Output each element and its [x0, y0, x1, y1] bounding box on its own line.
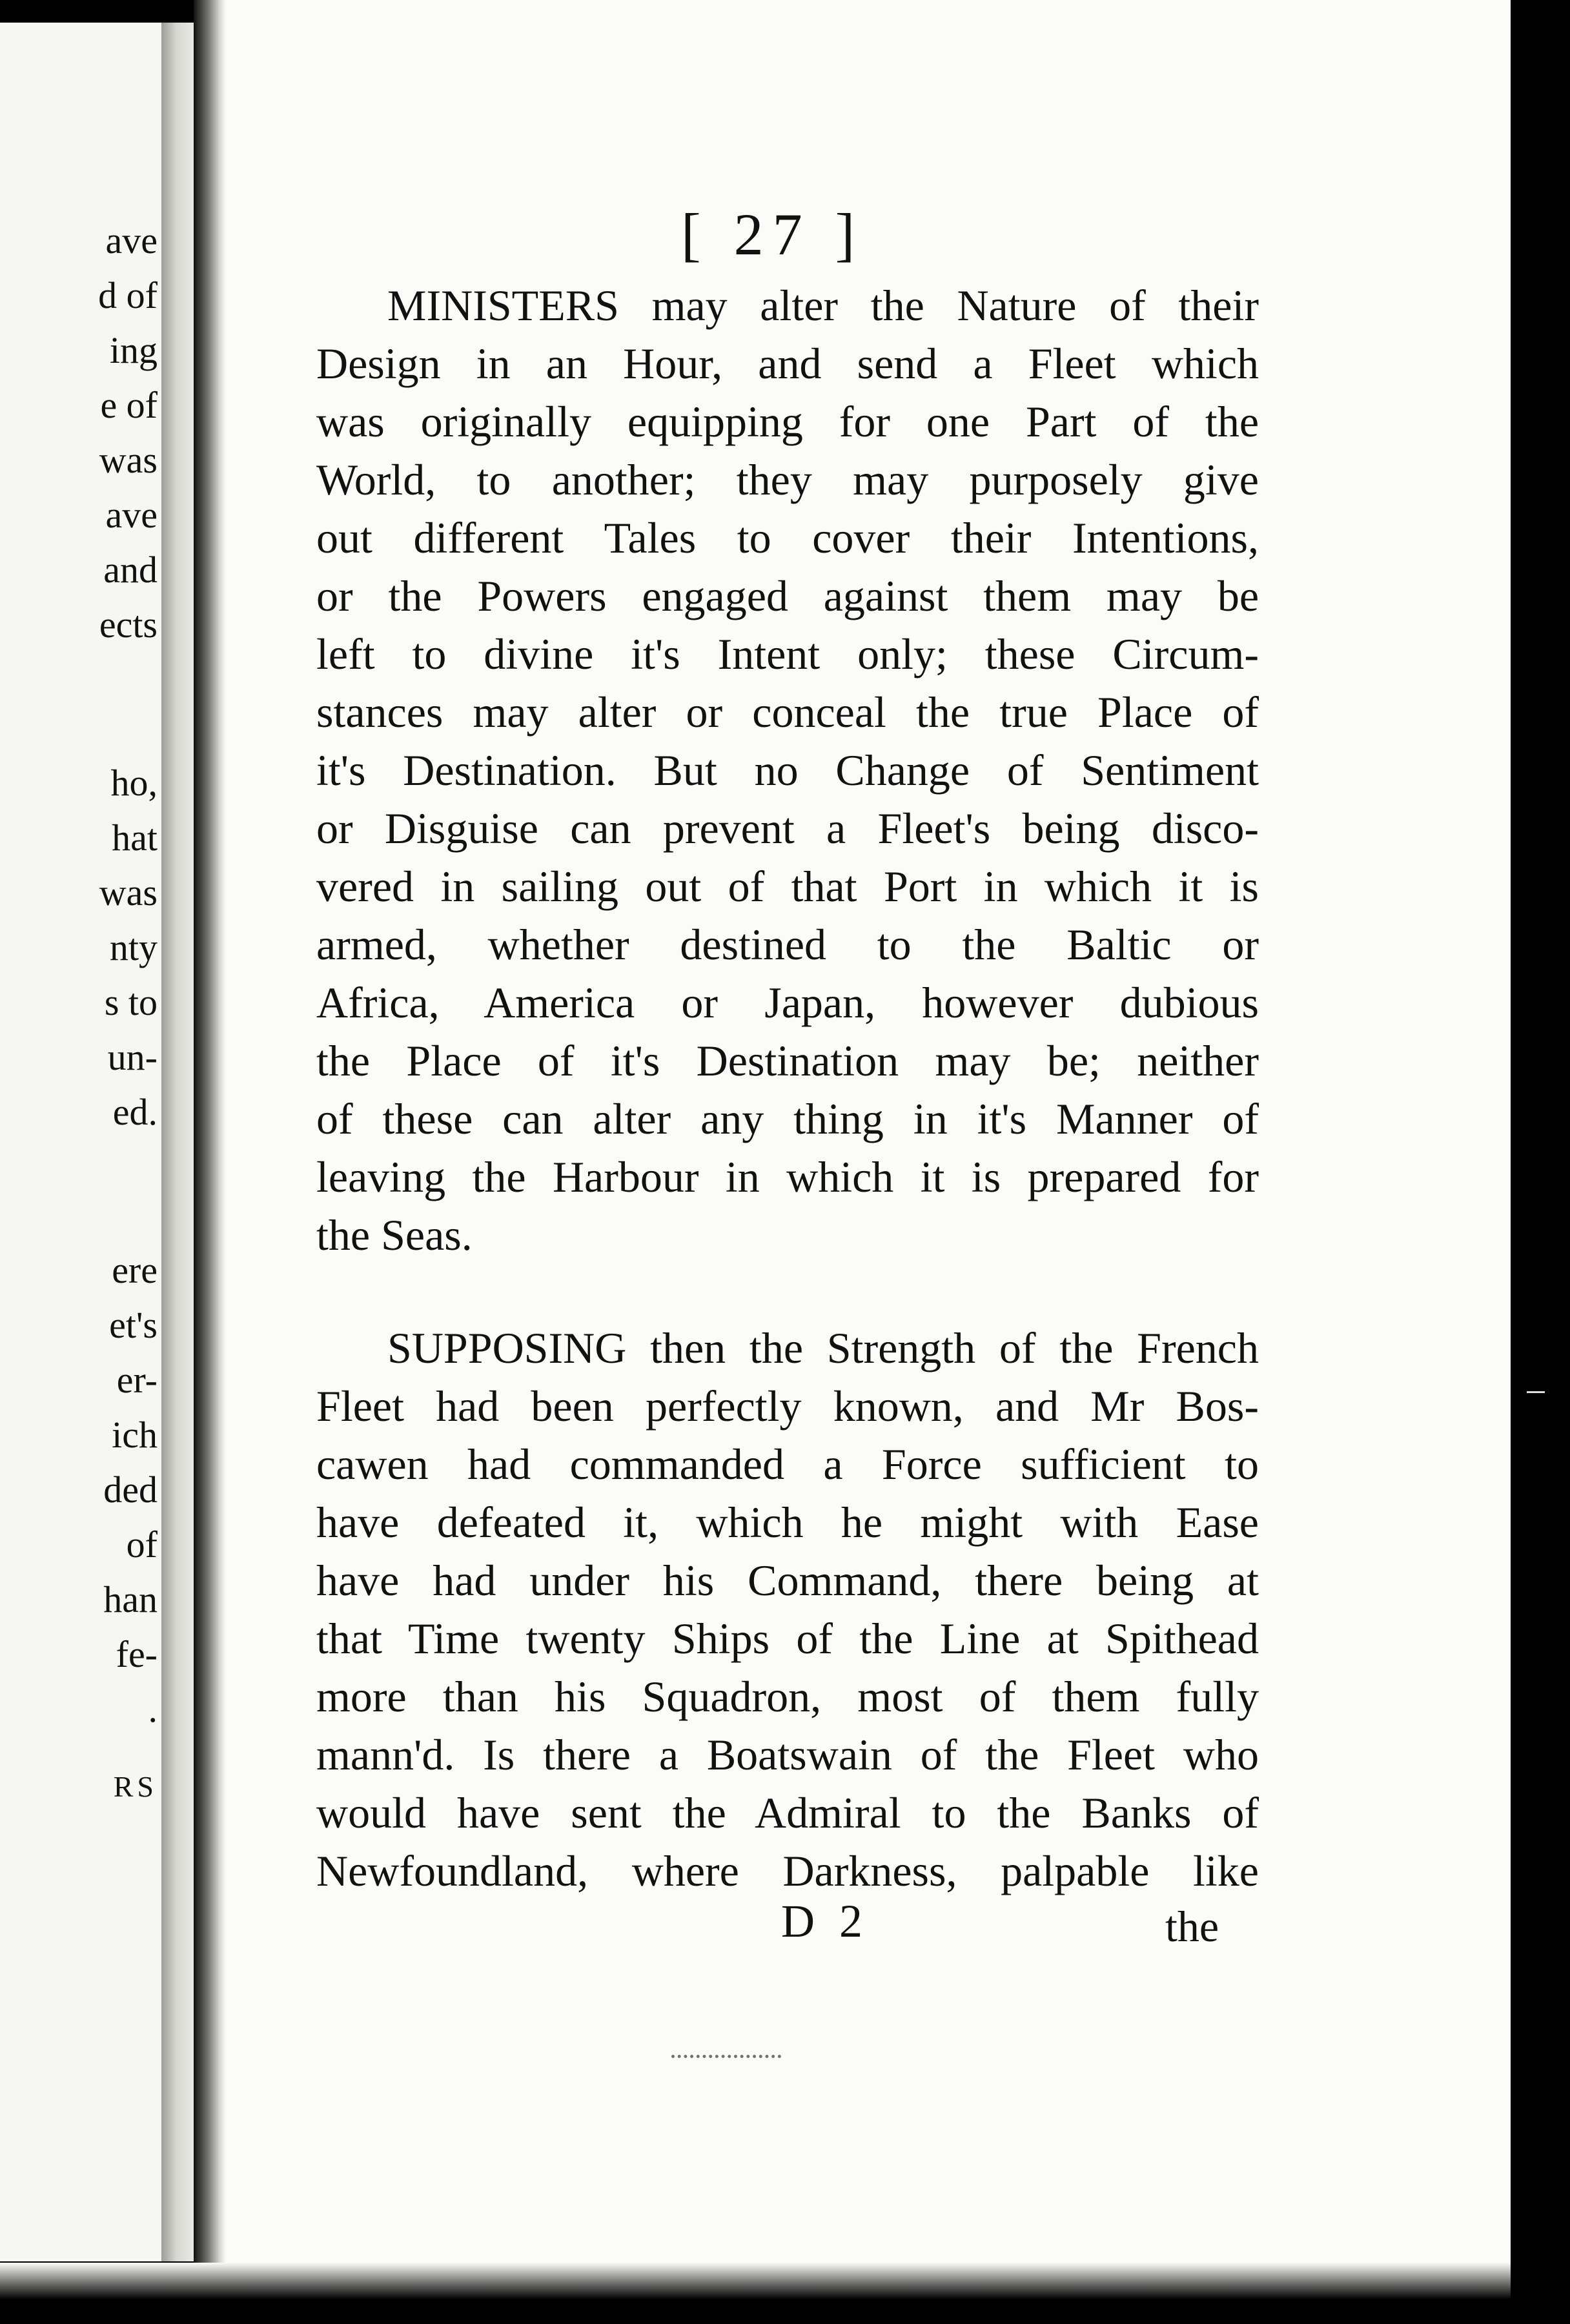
- left-page-fragment: .: [148, 1688, 158, 1730]
- left-page-fragment: e of: [100, 384, 158, 426]
- left-page-fragment: and: [103, 549, 158, 591]
- text-line: Design in an Hour, and send a Fleet which: [316, 339, 1259, 388]
- text-line: stances may alter or conceal the true Place of: [316, 688, 1259, 737]
- left-page-fragment: et's: [109, 1304, 158, 1346]
- left-page-fragment: ere: [112, 1249, 158, 1291]
- left-page-fragment: fe-: [116, 1633, 158, 1675]
- left-page-fragment: hat: [112, 817, 158, 859]
- left-page-fragment: han: [103, 1578, 158, 1620]
- scan-border-right: [1511, 0, 1570, 2324]
- left-page-fragment: was: [99, 872, 158, 913]
- page-edge-shadow: [194, 0, 226, 2298]
- text-line: more than his Squadron, most of them fully: [316, 1672, 1259, 1721]
- text-line: have defeated it, which he might with Ease: [316, 1498, 1259, 1547]
- left-page-fragment: ing: [109, 329, 158, 371]
- text-line: Fleet had been perfectly known, and Mr Bos-: [316, 1381, 1259, 1431]
- left-page-fragment: ed.: [112, 1091, 158, 1133]
- page-number: [ 27 ]: [681, 201, 864, 267]
- left-page-fragment: of: [126, 1524, 158, 1565]
- scan-mark: [1527, 1391, 1545, 1393]
- text-line: Africa, America or Japan, however dubious: [316, 978, 1259, 1027]
- printers-ornament: [671, 2043, 781, 2058]
- catchword: the: [1165, 1902, 1219, 1951]
- scan-border-bottom: [0, 2263, 1511, 2324]
- text-line: Newfoundland, where Darkness, palpable like: [316, 1846, 1259, 1895]
- text-line: was originally equipping for one Part of the: [316, 397, 1259, 446]
- left-page-fragment: ho,: [110, 762, 158, 804]
- left-page-fragment: d of: [98, 274, 158, 316]
- text-line: MINISTERS may alter the Nature of their: [387, 281, 1259, 330]
- left-page-fragment: ich: [112, 1414, 158, 1456]
- left-page-fragment: ded: [103, 1469, 158, 1511]
- signature-mark: D 2: [781, 1895, 869, 1947]
- text-line: would have sent the Admiral to the Banks of: [316, 1788, 1259, 1837]
- text-line: that Time twenty Ships of the Line at Spithead: [316, 1614, 1259, 1663]
- text-line: mann'd. Is there a Boatswain of the Fleet who: [316, 1730, 1259, 1779]
- text-line: the Seas.: [316, 1210, 473, 1259]
- text-line: out different Tales to cover their Intentions,: [316, 513, 1259, 562]
- text-line: it's Destination. But no Change of Sentiment: [316, 746, 1259, 795]
- left-page-fragment: RS: [113, 1770, 158, 1803]
- left-page-fragment: s to: [104, 981, 158, 1023]
- text-line: have had under his Command, there being at: [316, 1556, 1259, 1605]
- left-page-fragment: ave: [105, 494, 158, 536]
- text-line: or the Powers engaged against them may be: [316, 571, 1259, 620]
- text-line: vered in sailing out of that Port in which it is: [316, 862, 1259, 911]
- text-line: leaving the Harbour in which it is prepared for: [316, 1152, 1259, 1201]
- text-line: cawen had commanded a Force sufficient to: [316, 1440, 1259, 1489]
- text-line: World, to another; they may purposely give: [316, 455, 1259, 504]
- text-line: or Disguise can prevent a Fleet's being disco-: [316, 804, 1259, 853]
- left-page-fragment: un-: [107, 1036, 158, 1078]
- left-page-fragment: ave: [105, 219, 158, 261]
- text-line: SUPPOSING then the Strength of the French: [387, 1323, 1259, 1372]
- text-line: of these can alter any thing in it's Manner of: [316, 1094, 1259, 1143]
- text-line: left to divine it's Intent only; these Circum-: [316, 629, 1259, 678]
- facing-page-fragment: [0, 23, 163, 2261]
- left-page-fragment: ects: [99, 604, 158, 646]
- text-line: the Place of it's Destination may be; neither: [316, 1036, 1259, 1085]
- left-page-fragment: nty: [109, 926, 158, 968]
- left-page-fragment: was: [99, 439, 158, 481]
- left-page-fragment: er-: [116, 1359, 158, 1401]
- text-line: armed, whether destined to the Baltic or: [316, 920, 1259, 969]
